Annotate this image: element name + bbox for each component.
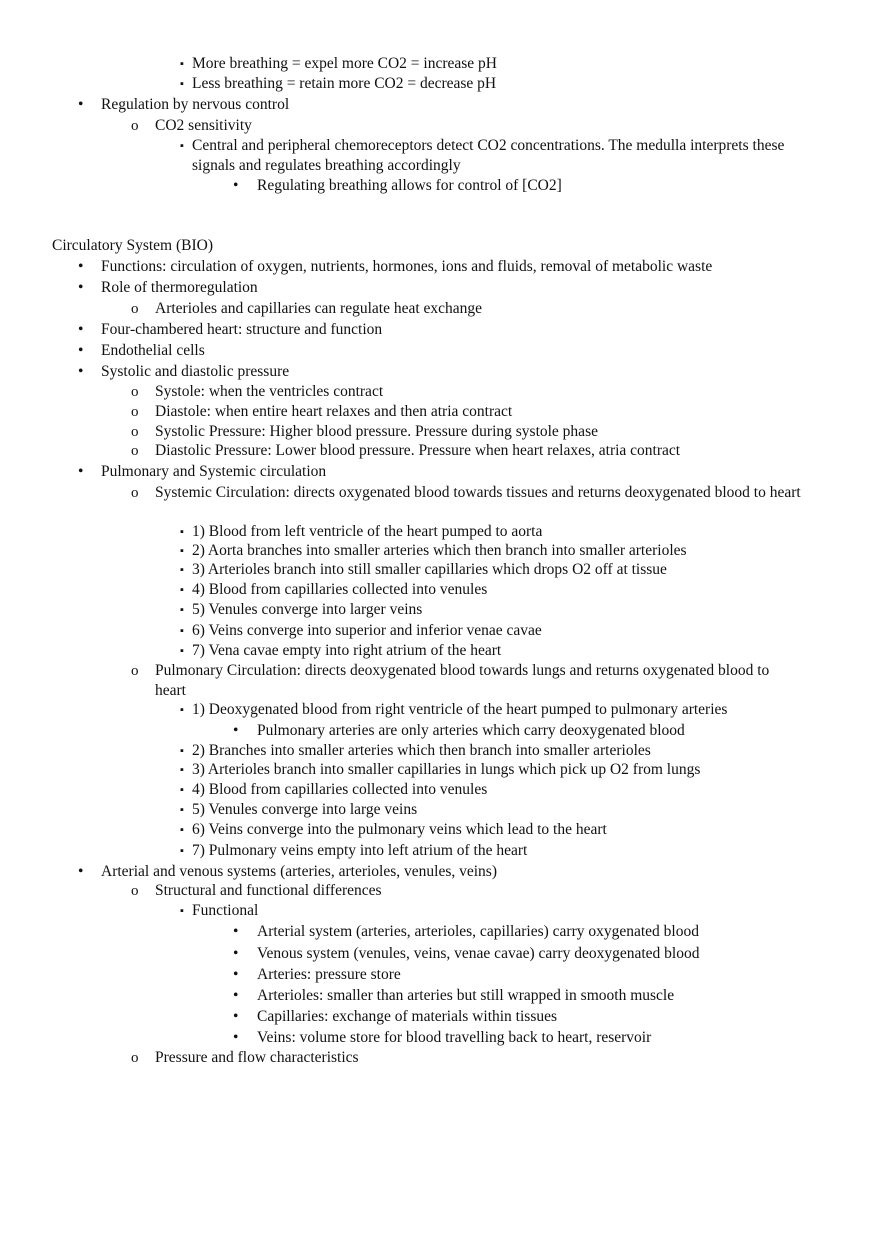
circle-bullet: o [131,424,139,440]
list-item: Arteries: pressure store [257,966,401,983]
list-item: Less breathing = retain more CO2 = decrease pH [192,75,497,92]
square-bullet: ▪ [180,526,184,538]
list-item: Diastolic Pressure: Lower blood pressure. Pressure when heart relaxes, atria contract [155,442,681,459]
circle-bullet: o [131,883,139,899]
square-bullet: ▪ [180,78,184,90]
list-item: 5) Venules converge into larger veins [192,601,423,618]
square-bullet: ▪ [180,625,184,637]
list-item: Role of thermoregulation [101,279,258,296]
list-item: Pulmonary and Systemic circulation [101,463,327,480]
list-item: Pulmonary Circulation: directs deoxygenated blood towards lungs and returns oxygenated blood to heart [155,662,770,699]
list-item: 3) Arterioles branch into still smaller capillaries which drops O2 off at tissue [192,561,667,578]
square-bullet: ▪ [180,845,184,857]
list-item: 1) Blood from left ventricle of the heart pumped to aorta [192,523,543,540]
list-item: Veins: volume store for blood travelling back to heart, reservoir [257,1029,652,1046]
list-item: 5) Venules converge into large veins [192,801,418,818]
list-item: More breathing = expel more CO2 = increase pH [192,55,497,72]
square-bullet: ▪ [180,745,184,757]
bullet: • [233,1029,239,1046]
square-bullet: ▪ [180,604,184,616]
list-item: Capillaries: exchange of materials within tissues [257,1008,558,1025]
bullet: • [78,363,84,380]
circle-bullet: o [131,384,139,400]
list-item: Structural and functional differences [155,882,382,899]
bullet: • [233,945,239,962]
list-item: 4) Blood from capillaries collected into venules [192,781,488,798]
circle-bullet: o [131,485,139,501]
bullet: • [233,923,239,940]
list-item: Venous system (venules, veins, venae cavae) carry deoxygenated blood [257,945,700,962]
bullet: • [78,258,84,275]
square-bullet: ▪ [180,645,184,657]
list-item: 3) Arterioles branch into smaller capillaries in lungs which pick up O2 from lungs [192,761,701,778]
bullet: • [233,1008,239,1025]
section-heading: Circulatory System (BIO) [52,237,214,254]
bullet: • [233,966,239,983]
list-item: 1) Deoxygenated blood from right ventricle of the heart pumped to pulmonary arteries [192,701,728,718]
square-bullet: ▪ [180,824,184,836]
bullet: • [78,96,84,113]
list-item: Pulmonary arteries are only arteries which carry deoxygenated blood [257,722,685,739]
wrapped-text: Central and peripheral chemoreceptors detect CO2 concentrations. The medulla interprets these signals and regulates breathing accordingly [192,137,785,174]
bullet: • [78,321,84,338]
bullet: • [78,342,84,359]
list-item: 6) Veins converge into the pulmonary veins which lead to the heart [192,821,607,838]
list-item [192,136,818,176]
list-item: Arterioles and capillaries can regulate heat exchange [155,300,483,317]
square-bullet: ▪ [180,704,184,716]
bullet: • [233,722,239,739]
bullet: • [233,987,239,1004]
list-item: Arterioles: smaller than arteries but still wrapped in smooth muscle [257,987,675,1004]
list-item: Regulation by nervous control [101,96,290,113]
circle-bullet: o [131,404,139,420]
square-bullet: ▪ [180,905,184,917]
list-item: Four-chambered heart: structure and function [101,321,383,338]
square-bullet: ▪ [180,140,184,152]
list-item: Systole: when the ventricles contract [155,383,384,400]
list-item: CO2 sensitivity [155,117,252,134]
list-item: 2) Branches into smaller arteries which then branch into smaller arterioles [192,742,651,759]
bullet: • [78,279,84,296]
list-item: Functions: circulation of oxygen, nutrients, hormones, ions and fluids, removal of metabolic waste [101,258,713,275]
square-bullet: ▪ [180,764,184,776]
list-item: Systemic Circulation: directs oxygenated blood towards tissues and returns deoxygenated blood to heart [155,484,801,501]
list-item: 6) Veins converge into superior and inferior venae cavae [192,622,542,639]
bullet: • [233,177,239,194]
list-item: Functional [192,902,259,919]
list-item: 4) Blood from capillaries collected into venules [192,581,488,598]
bullet: • [78,463,84,480]
square-bullet: ▪ [180,564,184,576]
circle-bullet: o [131,663,139,679]
square-bullet: ▪ [180,784,184,796]
list-item: Regulating breathing allows for control of [CO2] [257,177,562,194]
square-bullet: ▪ [180,804,184,816]
circle-bullet: o [131,443,139,459]
square-bullet: ▪ [180,584,184,596]
list-item: Arterial system (arteries, arterioles, capillaries) carry oxygenated blood [257,923,699,940]
circle-bullet: o [131,118,139,134]
square-bullet: ▪ [180,58,184,70]
circle-bullet: o [131,1050,139,1066]
circle-bullet: o [131,301,139,317]
list-item: Arterial and venous systems (arteries, arterioles, venules, veins) [101,863,497,880]
bullet: • [78,863,84,880]
list-item: Systolic and diastolic pressure [101,363,290,380]
list-item: 7) Pulmonary veins empty into left atrium of the heart [192,842,528,859]
list-item: Systolic Pressure: Higher blood pressure. Pressure during systole phase [155,423,598,440]
list-item: Pressure and flow characteristics [155,1049,359,1066]
list-item: 2) Aorta branches into smaller arteries which then branch into smaller arterioles [192,542,687,559]
list-item: Endothelial cells [101,342,205,359]
list-item: Diastole: when entire heart relaxes and then atria contract [155,403,513,420]
list-item: 7) Vena cavae empty into right atrium of the heart [192,642,502,659]
square-bullet: ▪ [180,545,184,557]
